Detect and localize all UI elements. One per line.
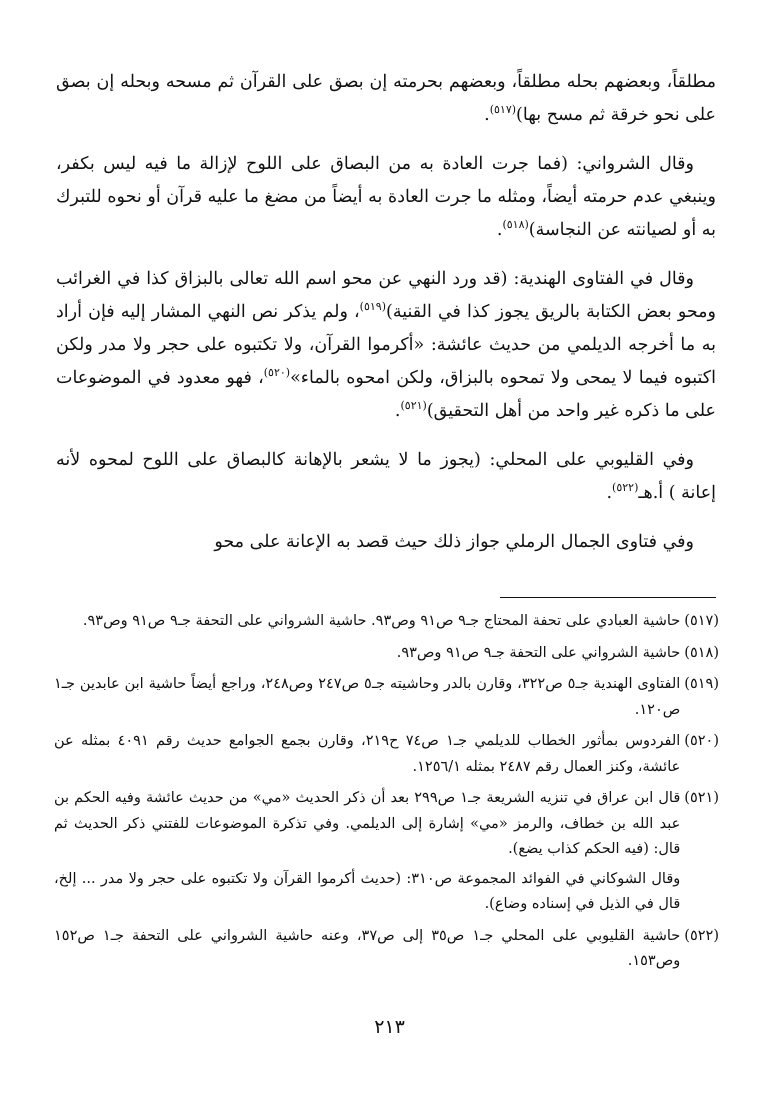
paragraph-4 bbox=[56, 444, 716, 510]
footnote-text: قال ابن عراق في تنزيه الشريعة جـ١ ص٢٩٩ بعد أن ذكر الحديث «مي» من حديث عائشة وفيه الحكم بن عبد الله بن خطاف، والرمز «مي» إشارة إلى الديلمي. وفي تذكرة الموضوعات للفتني ذكر الحديث ثم قال: (فيه الحكم كذاب يضع). bbox=[54, 790, 681, 857]
footnote-text: حاشية العبادي على تحفة المحتاج جـ٩ ص٩١ وص٩٣. حاشية الشرواني على التحفة جـ٩ ص٩١ وص٩٣. bbox=[82, 613, 681, 629]
paragraph-tail: . bbox=[496, 220, 503, 240]
footnote-text: حاشية القليوبي على المحلي جـ١ ص٣٥ إلى ص٣٧، وعنه حاشية الشرواني على التحفة جـ١ ص١٥٢ وص١٥٣. bbox=[54, 927, 681, 969]
footnote bbox=[54, 641, 719, 667]
footnote-body bbox=[54, 672, 680, 723]
page-number: ٢١٣ bbox=[374, 1016, 405, 1038]
footnote-body bbox=[54, 729, 680, 780]
footnote-number: (٥٢٢) bbox=[684, 927, 719, 944]
footnote-ref: (٥٢١) bbox=[400, 399, 427, 413]
paragraph-text: ، فهو معدود في الموضوعات على ما ذكره غير واحد من أهل التحقيق) bbox=[56, 368, 716, 421]
paragraph-text: ، ولم يذكر نص النهي المشار إليه فإن أراد به ما أخرجه الديلمي من حديث عائشة: «أكرموا القرآن، ولا تكتبوه على حجر ولا مدر ولكن اكتبوه فيما لا يمحى ولا تمحوه بالبزاق، ولكن امحوه بالماء» bbox=[56, 302, 716, 388]
footnote-number: (٥٢١) bbox=[684, 790, 719, 806]
footnote-body bbox=[54, 786, 680, 918]
footnote-body bbox=[54, 924, 680, 975]
footnote bbox=[54, 672, 719, 723]
footnote-body bbox=[54, 609, 680, 635]
footnote-ref: (٥٢٠) bbox=[263, 366, 291, 380]
paragraph-text: مطلقاً، وبعضهم بحله مطلقاً، وبعضهم بحرمته إن بصق على القرآن ثم مسحه وبحله إن بصق على نحو خرقة ثم مسح بها) bbox=[56, 72, 716, 125]
footnote-body bbox=[54, 641, 680, 667]
footnote-ref: (٥١٧) bbox=[489, 103, 517, 117]
paragraph-text: وفي القليوبي على المحلي: (يجوز ما لا يشعر بالإهانة كالبصاق على اللوح لمحوه لأنه إعانة ) أ.هـ bbox=[56, 450, 716, 503]
footnote-ref: (٥١٨) bbox=[502, 218, 529, 232]
paragraph-text: وقال في الفتاوى الهندية: (قد ورد النهي عن محو اسم الله تعالى بالبزاق كذا في الغرائب ومحو بعض الكتابة بالريق يجوز كذا في القنية) bbox=[56, 269, 716, 322]
paragraph-tail: . bbox=[606, 483, 613, 503]
paragraph-text: وقال الشرواني: (فما جرت العادة به من البصاق على اللوح لإزالة ما فيه ليس بكفر، وينبغي عدم حرمته أيضاً، ومثله ما جرت العادة به أيضاً من مضغ ما عليه قرآن أو نحوه للتبرك به أو لصيانته عن النجاسة) bbox=[56, 154, 716, 240]
footnote bbox=[54, 924, 719, 975]
footnote bbox=[54, 729, 719, 780]
footnote-extra-text: وقال الشوكاني في الفوائد المجموعة ص٣١٠: (حديث أكرموا القرآن ولا تكتبوه على حجر ولا مدر ... إلخ، قال في الذيل في إسناده وضاع). bbox=[54, 870, 681, 912]
paragraph-3 bbox=[56, 263, 716, 428]
footnotes-section bbox=[54, 609, 719, 981]
paragraph-5 bbox=[56, 526, 716, 559]
paragraph-text: وفي فتاوى الجمال الرملي جواز ذلك حيث قصد به الإعانة على محو bbox=[214, 532, 694, 552]
paragraph-tail: . bbox=[484, 105, 490, 125]
footnote-divider bbox=[500, 597, 716, 598]
footnote-text: الفردوس بمأثور الخطاب للديلمي جـ١ ص٧٤ ح٢١٩، وقارن بجمع الجوامع حديث رقم ٤٠٩١ بمثله عن عائشة، وكنز العمال رقم ٢٤٨٧ بمثله ١٢٥٦/١. bbox=[54, 733, 681, 775]
paragraph-2 bbox=[56, 148, 716, 247]
footnote-number: (٥١٧) bbox=[684, 613, 719, 629]
footnote bbox=[54, 609, 719, 635]
footnote bbox=[54, 786, 719, 918]
footnote-text: الفتاوى الهندية جـ٥ ص٣٢٢، وقارن بالدر وحاشيته جـ٥ ص٢٤٧ وص٢٤٨، وراجع أيضاً حاشية ابن عابدين جـ١ ص١٢٠. bbox=[54, 676, 681, 718]
footnote-text: حاشية الشرواني على التحفة جـ٩ ص٩١ وص٩٣. bbox=[396, 644, 681, 661]
main-text bbox=[56, 66, 716, 575]
footnote-number: (٥٢٠) bbox=[684, 733, 719, 749]
paragraph-tail: . bbox=[394, 401, 401, 421]
footnote-ref: (٥٢٢) bbox=[612, 481, 639, 495]
footnote-number: (٥١٨) bbox=[684, 644, 719, 661]
footnote-number: (٥١٩) bbox=[684, 676, 719, 692]
paragraph-1 bbox=[56, 66, 716, 132]
footnote-ref: (٥١٩) bbox=[359, 300, 386, 314]
